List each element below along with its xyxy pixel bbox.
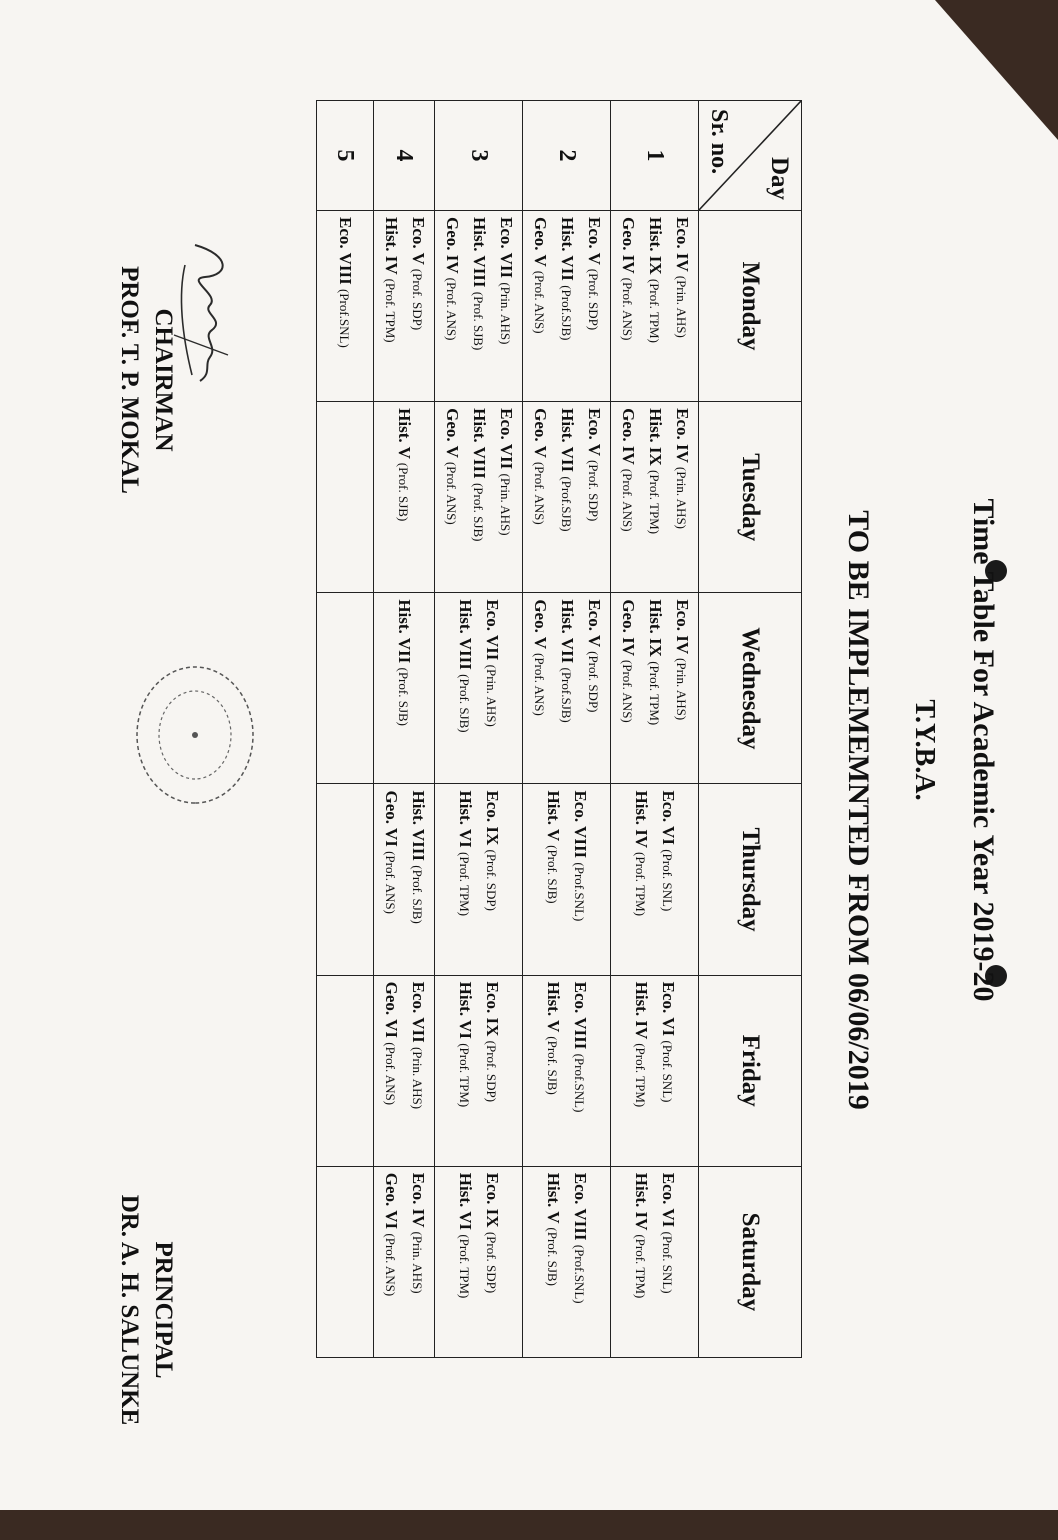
class-name: T.Y.B.A. (909, 699, 940, 801)
subject-name: Geo. IV (443, 217, 462, 274)
chairman-role: CHAIRMAN (150, 308, 177, 452)
lecture-entry (614, 217, 641, 395)
subject-name: Hist. IV (632, 790, 652, 848)
principal-block (112, 1150, 180, 1470)
professor-name: (Prof. ANS) (532, 270, 547, 334)
lecture-entry (567, 1173, 594, 1351)
professor-name: (Prof. SNL) (660, 849, 676, 912)
day-header-thursday: Thursday (699, 784, 802, 975)
lecture-entry (553, 217, 580, 395)
lecture-entry (391, 408, 418, 586)
professor-name: (Prof. SDP) (484, 849, 500, 911)
lecture-entry (465, 408, 492, 586)
day-label: Day (766, 156, 793, 200)
lecture-entry (540, 1173, 567, 1351)
table-row (374, 101, 435, 1358)
professor-name: (Prof. ANS) (383, 1042, 398, 1106)
college-seal (130, 660, 260, 810)
slot-cell-monday (435, 211, 523, 402)
subject-name: Geo. V (531, 217, 550, 267)
professor-name: (Prof.SNL) (572, 1053, 588, 1113)
slot-cell-tuesday (435, 402, 523, 593)
slot-cell-saturday (523, 1166, 611, 1357)
lecture-entry (553, 599, 580, 777)
document-title: Time Table For Academic Year 2019-20 (967, 498, 1000, 1002)
professor-name: (Prof. SDP) (586, 651, 601, 713)
slot-cell-wednesday (435, 593, 523, 784)
lecture-entry (655, 1173, 682, 1351)
lecture-entry (377, 790, 404, 968)
professor-name: (Prof. TPM) (457, 1043, 473, 1108)
subject-name: Eco. IX (483, 790, 503, 846)
slot-cell-thursday (611, 784, 699, 975)
professor-name: (Prof. SJB) (545, 1227, 561, 1286)
professor-name: (Prof. ANS) (383, 1233, 398, 1297)
subject-name: Hist. VI (456, 981, 476, 1039)
professor-name: (Prof. SDP) (586, 268, 601, 331)
professor-name: (Prof. TPM) (383, 278, 398, 343)
slot-cell-saturday (374, 1166, 435, 1357)
professor-name: (Prin. AHS) (410, 1231, 425, 1294)
professor-name: (Prof. SJB) (471, 482, 486, 542)
subject-name: Eco. VII (497, 408, 516, 470)
lecture-entry (567, 982, 594, 1160)
subject-name: Eco. VI (659, 790, 679, 845)
professor-name: (Prof. ANS) (620, 277, 635, 341)
slot-cell-saturday (435, 1166, 523, 1357)
subject-name: Geo. V (531, 599, 550, 649)
slot-cell-friday (523, 975, 611, 1166)
lecture-entry (668, 599, 695, 777)
lecture-entry (452, 982, 479, 1160)
professor-name: (Prin. AHS) (674, 466, 689, 530)
professor-name: (Prof. ANS) (444, 277, 459, 341)
subject-name: Eco. VI (659, 1172, 679, 1228)
lecture-entry (492, 408, 519, 586)
professor-name: (Prof.SJB) (559, 667, 574, 723)
professor-name: (Prof. SJB) (471, 291, 486, 351)
lecture-entry (492, 217, 519, 395)
professor-name: (Prof. TPM) (633, 1043, 649, 1108)
sr-no-cell: 1 (611, 101, 699, 211)
professor-name: (Prof. TPM) (633, 852, 649, 917)
slot-cell-tuesday (374, 402, 435, 593)
professor-name: (Prof. TPM) (457, 1234, 473, 1299)
subject-name: Eco. VI (659, 981, 679, 1037)
lecture-entry (526, 217, 553, 395)
slot-cell-thursday (523, 784, 611, 975)
professor-name: (Prof. ANS) (620, 468, 635, 532)
subject-name: Hist. VI (456, 1172, 476, 1231)
professor-name: (Prof. SDP) (586, 459, 601, 522)
lecture-entry (668, 217, 695, 395)
professor-name: (Prof. ANS) (620, 659, 635, 723)
subject-name: Eco. IV (673, 599, 692, 654)
lecture-entry (479, 1173, 506, 1351)
chairman-block (112, 220, 180, 540)
subject-name: Hist. VII (395, 599, 415, 664)
subject-name: Hist. V (544, 981, 564, 1033)
chairman-name: PROF. T. P. MOKAL (116, 266, 143, 494)
day-header-wednesday: Wednesday (699, 593, 802, 784)
professor-name: (Prof. SDP) (484, 1040, 500, 1103)
day-header-monday: Monday (699, 211, 802, 402)
lecture-entry (628, 1173, 655, 1351)
slot-cell-wednesday (523, 593, 611, 784)
subject-name: Geo. VI (382, 790, 401, 847)
professor-name: (Prin. AHS) (498, 473, 513, 536)
lecture-entry (628, 982, 655, 1160)
lecture-entry (465, 217, 492, 395)
subject-name: Hist. VIII (470, 408, 489, 479)
day-header-saturday: Saturday (699, 1166, 802, 1357)
lecture-entry (655, 790, 682, 968)
slot-cell-thursday (435, 784, 523, 975)
timetable-body (317, 101, 699, 1358)
professor-name: (Prin. AHS) (410, 1046, 425, 1110)
lecture-entry (438, 217, 465, 395)
subject-name: Geo. IV (619, 217, 638, 274)
professor-name: (Prof.SNL) (572, 1244, 588, 1304)
lecture-entry (580, 217, 607, 395)
professor-name: (Prof. SJB) (396, 667, 412, 727)
sr-no-cell: 5 (317, 101, 374, 211)
lecture-entry (479, 982, 506, 1160)
subject-name: Geo. V (443, 408, 462, 458)
subject-name: Eco. IX (483, 981, 503, 1037)
subject-name: Eco. VIII (336, 217, 356, 285)
subject-name: Eco. IX (483, 1172, 503, 1228)
subject-name: Eco. V (585, 408, 604, 456)
professor-name: (Prin. AHS) (674, 275, 689, 338)
lecture-entry (332, 217, 359, 395)
lecture-entry (567, 790, 594, 968)
slot-cell-saturday (611, 1166, 699, 1357)
subject-name: Hist. VI (456, 790, 476, 848)
professor-name: (Prin. AHS) (484, 664, 500, 727)
subject-name: Eco. IV (409, 1172, 428, 1228)
timetable-document (40, 20, 1040, 1480)
lecture-entry (614, 408, 641, 586)
sr-no-cell: 3 (435, 101, 523, 211)
subject-name: Hist. VII (558, 217, 577, 281)
professor-name: (Prof. ANS) (444, 461, 459, 525)
table-row (523, 101, 611, 1358)
subject-name: Hist. IV (632, 1172, 652, 1231)
subject-name: Hist. VII (558, 599, 577, 664)
lecture-entry (377, 1173, 404, 1351)
professor-name: (Prof. SJB) (545, 1036, 561, 1095)
slot-cell-friday (435, 975, 523, 1166)
lecture-entry (614, 599, 641, 777)
slot-cell-friday (611, 975, 699, 1166)
day-header-tuesday: Tuesday (699, 402, 802, 593)
professor-name: (Prof. TPM) (457, 852, 473, 917)
professor-name: (Prof. TPM) (633, 1234, 649, 1299)
subject-name: Eco. IV (673, 408, 692, 463)
slot-cell-thursday (317, 784, 374, 975)
lecture-entry (452, 790, 479, 968)
slot-cell-friday (374, 975, 435, 1166)
subject-name: Eco. V (585, 217, 604, 265)
subject-name: Eco. VIII (571, 981, 591, 1050)
subject-name: Geo. VI (382, 981, 401, 1038)
lecture-entry (580, 599, 607, 777)
lecture-entry (580, 408, 607, 586)
subject-name: Eco. VII (409, 981, 428, 1043)
lecture-entry (641, 408, 668, 586)
lecture-entry (655, 982, 682, 1160)
subject-name: Eco. VII (497, 217, 516, 279)
subject-name: Hist. IX (646, 599, 665, 657)
lecture-entry (404, 217, 431, 395)
slot-cell-thursday (374, 784, 435, 975)
slot-cell-wednesday (374, 593, 435, 784)
header-row (699, 101, 802, 1358)
lecture-entry (526, 599, 553, 777)
table-row (435, 101, 523, 1358)
subject-name: Hist. V (544, 790, 564, 841)
professor-name: (Prof. SJB) (410, 865, 425, 924)
professor-name: (Prof. TPM) (647, 470, 662, 535)
slot-cell-tuesday (523, 402, 611, 593)
corner-header (699, 101, 802, 211)
slot-cell-tuesday (611, 402, 699, 593)
timetable (316, 100, 802, 1358)
sr-no-cell: 2 (523, 101, 611, 211)
lecture-entry (628, 790, 655, 968)
professor-name: (Prof. TPM) (647, 278, 662, 343)
lecture-entry (404, 982, 431, 1160)
principal-role: PRINCIPAL (150, 1241, 177, 1379)
professor-name: (Prof. ANS) (532, 461, 547, 525)
professor-name: (Prof.SJB) (559, 285, 574, 341)
slot-cell-tuesday (317, 402, 374, 593)
lecture-entry (526, 408, 553, 586)
subject-name: Eco. VIII (571, 1172, 591, 1241)
professor-name: (Prof.SNL) (337, 288, 353, 348)
professor-name: (Prof. SJB) (396, 462, 412, 522)
lecture-entry (377, 217, 404, 395)
professor-name: (Prof. TPM) (647, 661, 662, 726)
professor-name: (Prof. ANS) (383, 851, 398, 914)
subject-name: Eco. V (585, 599, 604, 647)
slot-cell-wednesday (317, 593, 374, 784)
lecture-entry (391, 599, 418, 777)
table-row (317, 101, 374, 1358)
subject-name: Eco. IV (673, 217, 692, 272)
subject-name: Eco. V (409, 217, 428, 265)
subject-name: Hist. IV (382, 217, 401, 275)
subject-name: Geo. IV (619, 599, 638, 656)
effective-date: TO BE IMPLEMEMNTED FROM 06/06/2019 (842, 510, 875, 1110)
slot-cell-monday (317, 211, 374, 402)
lecture-entry (540, 790, 567, 968)
day-header-friday: Friday (699, 975, 802, 1166)
subject-name: Hist. V (395, 408, 415, 459)
lecture-entry (641, 217, 668, 395)
lecture-entry (668, 408, 695, 586)
subject-name: Hist. VIII (470, 217, 489, 288)
professor-name: (Prof. SNL) (660, 1231, 676, 1294)
sr-no-label: Sr. no. (706, 109, 732, 175)
lecture-entry (438, 408, 465, 586)
professor-name: (Prof. SJB) (457, 674, 473, 733)
subject-name: Geo. V (531, 408, 550, 458)
subject-name: Hist. VIII (409, 790, 428, 862)
slot-cell-friday (317, 975, 374, 1166)
lecture-entry (404, 1173, 431, 1351)
lecture-entry (404, 790, 431, 968)
professor-name: (Prof. SDP) (410, 268, 425, 331)
slot-cell-monday (611, 211, 699, 402)
lecture-entry (641, 599, 668, 777)
professor-name: (Prin. AHS) (674, 658, 689, 721)
subject-name: Geo. IV (619, 408, 638, 465)
subject-name: Eco. VIII (571, 790, 591, 859)
subject-name: Hist. V (544, 1172, 564, 1224)
slot-cell-monday (374, 211, 435, 402)
subject-name: Hist. IX (646, 217, 665, 275)
professor-name: (Prof.SNL) (572, 862, 588, 922)
professor-name: (Prof. ANS) (532, 653, 547, 716)
table-row (611, 101, 699, 1358)
lecture-entry (377, 982, 404, 1160)
professor-name: (Prof.SJB) (559, 476, 574, 532)
subject-name: Geo. VI (382, 1172, 401, 1230)
professor-name: (Prof. SDP) (484, 1231, 500, 1294)
professor-name: (Prof. SJB) (545, 845, 561, 904)
chairman-signature (170, 235, 240, 385)
lecture-entry (479, 790, 506, 968)
professor-name: (Prof. SNL) (660, 1040, 676, 1103)
lecture-entry (553, 408, 580, 586)
subject-name: Hist. IV (632, 981, 652, 1039)
lecture-entry (540, 982, 567, 1160)
lecture-entry (479, 599, 506, 777)
principal-name: DR. A. H. SALUNKE (116, 1194, 143, 1426)
subject-name: Hist. VIII (456, 599, 476, 670)
slot-cell-saturday (317, 1166, 374, 1357)
subject-name: Hist. IX (646, 408, 665, 466)
subject-name: Eco. VII (483, 599, 503, 661)
slot-cell-wednesday (611, 593, 699, 784)
slot-cell-monday (523, 211, 611, 402)
lecture-entry (452, 599, 479, 777)
lecture-entry (452, 1173, 479, 1351)
sr-no-cell: 4 (374, 101, 435, 211)
subject-name: Hist. VII (558, 408, 577, 473)
professor-name: (Prin. AHS) (498, 282, 513, 345)
